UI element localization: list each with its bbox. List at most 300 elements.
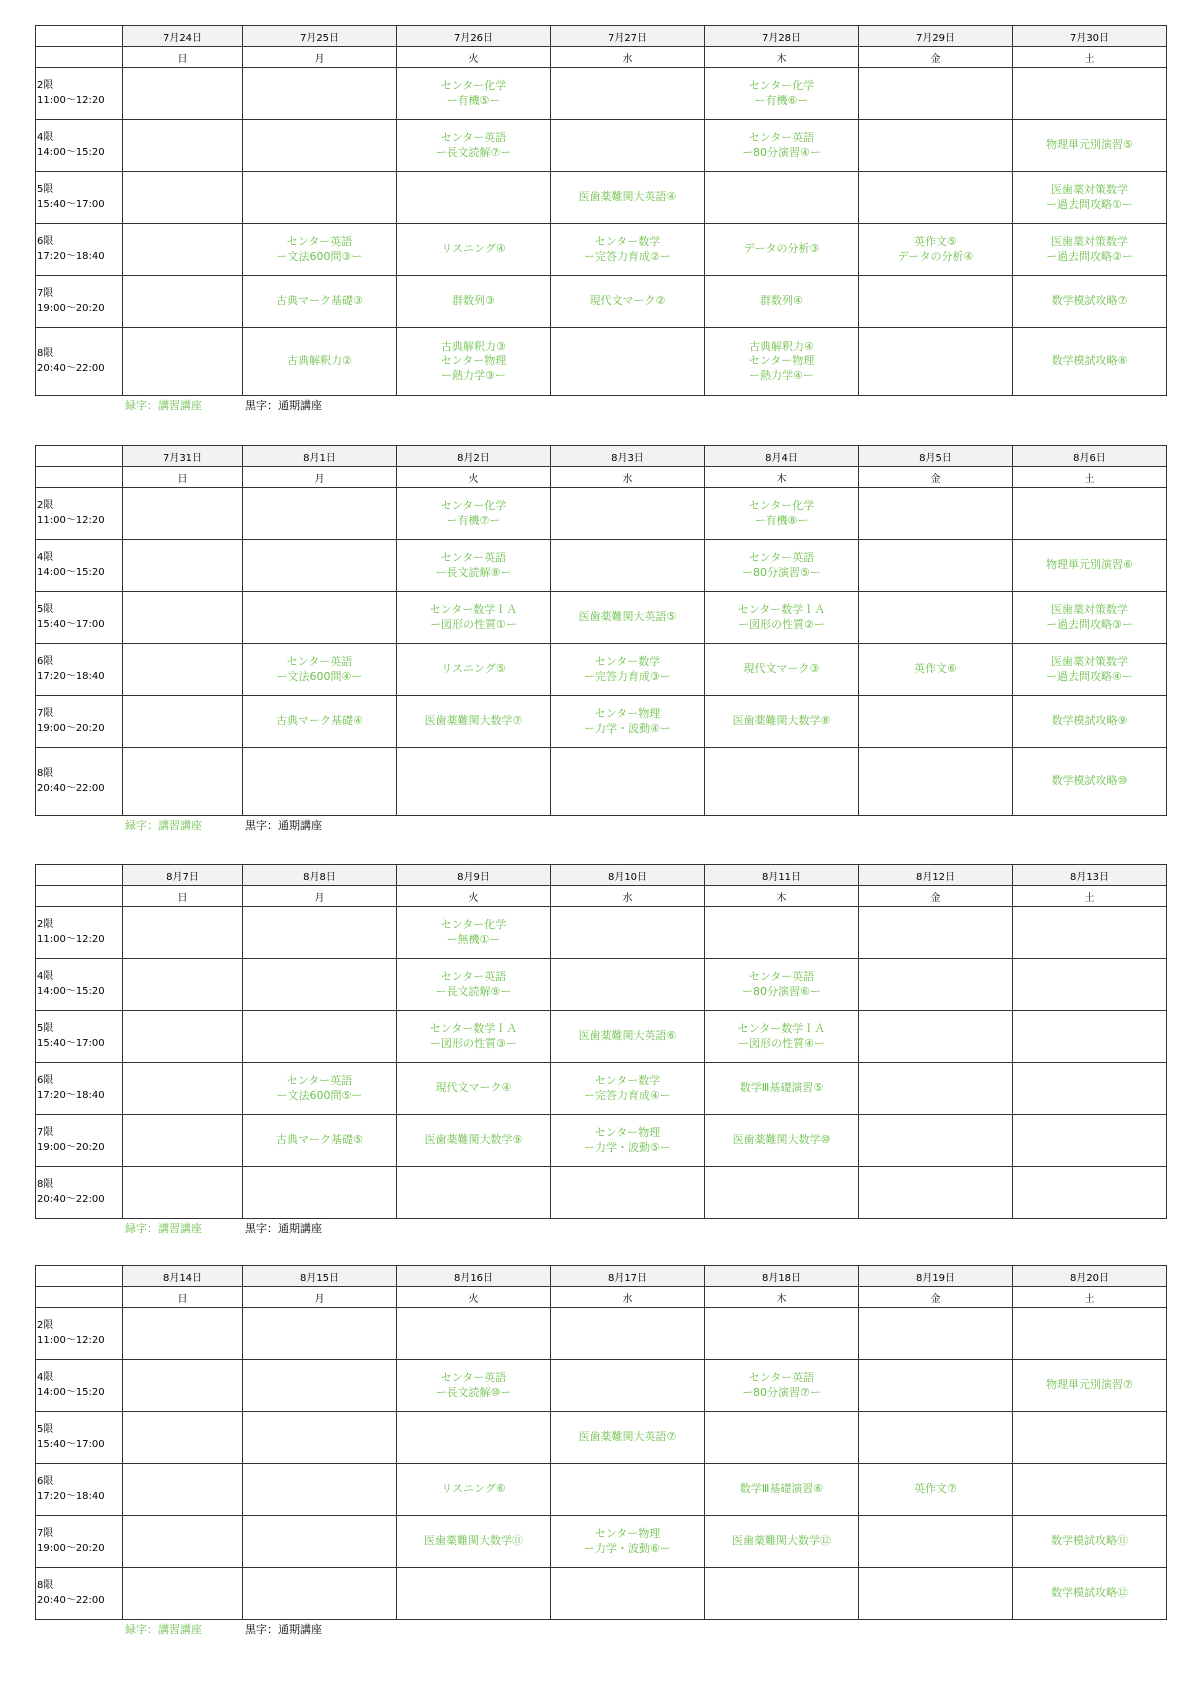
date-header-cell [36,26,123,47]
class-name: センター数学 ー完答力育成④ー [584,1074,671,1102]
class-cell [123,224,243,276]
period-name: 7限 [37,1127,54,1138]
weekday-header-cell: 金 [859,886,1013,907]
period-label-cell [36,1412,123,1464]
period-label-cell [36,592,123,644]
class-cell [243,172,397,224]
class-name: センター英語 ー長文読解⑨ー [435,970,512,998]
weekday-header-cell: 水 [551,47,705,68]
class-cell [397,120,551,172]
period-row [36,1360,1167,1412]
class-name: 医歯薬対策数学 ー過去問攻略③ー [1046,603,1133,631]
class-cell [243,1115,397,1167]
weekday-header-cell: 木 [705,1287,859,1308]
class-cell [397,959,551,1011]
weekday-header-row [36,467,1167,488]
weekday-header-cell: 金 [859,47,1013,68]
period-row [36,748,1167,816]
class-cell [859,172,1013,224]
weekday-header-cell: 日 [123,886,243,907]
class-cell [705,68,859,120]
period-row [36,1063,1167,1115]
class-cell [243,276,397,328]
date-header-cell [36,446,123,467]
class-cell [705,1360,859,1412]
date-header-cell: 7月30日 [1013,26,1167,47]
weekday-header-cell: 月 [243,886,397,907]
class-cell [1013,68,1167,120]
weekday-header-cell: 火 [397,1287,551,1308]
period-time: 14:00～15:20 [37,985,105,997]
class-name: 群数列③ [452,294,495,308]
legend [35,1620,1166,1640]
class-name: 医歯薬難関大数学⑫ [732,1534,831,1548]
class-cell [551,1011,705,1063]
period-name: 4限 [37,971,54,982]
date-header-cell: 8月9日 [397,865,551,886]
weekday-header-cell: 日 [123,467,243,488]
class-name: 物理単元別演習⑦ [1046,1378,1133,1392]
class-cell [243,1568,397,1620]
weekday-header-cell: 木 [705,886,859,907]
class-cell [243,68,397,120]
period-time: 15:40～17:00 [37,1037,105,1049]
class-cell [1013,540,1167,592]
class-name: センター化学 ー無機①ー [440,918,507,946]
schedule-table [35,25,1167,396]
period-time: 14:00～15:20 [37,1386,105,1398]
class-cell [397,1167,551,1219]
class-cell [123,488,243,540]
class-cell [123,696,243,748]
class-cell [705,1011,859,1063]
class-cell [397,172,551,224]
class-cell [1013,172,1167,224]
period-label-cell [36,172,123,224]
class-cell [705,1464,859,1516]
weekday-header-cell: 金 [859,1287,1013,1308]
class-cell [397,1516,551,1568]
period-name: 6限 [37,1075,54,1086]
class-name: センター英語 ー文法600問⑤ー [276,1074,363,1102]
legend-green-label: 緑字：講習講座 [125,1623,202,1636]
class-cell [243,1360,397,1412]
class-name: センター化学 ー有機⑦ー [440,499,507,527]
weekday-header-cell: 月 [243,467,397,488]
class-name: センター化学 ー有機⑤ー [440,79,507,107]
class-cell [859,1464,1013,1516]
date-header-row [36,26,1167,47]
period-name: 8限 [37,1179,54,1190]
class-cell [123,68,243,120]
date-header-cell: 8月8日 [243,865,397,886]
date-header-cell: 7月26日 [397,26,551,47]
date-header-cell: 8月18日 [705,1266,859,1287]
class-name: 医歯薬難関大数学⑩ [732,1133,831,1147]
class-name: センター英語 ー長文読解⑦ー [435,131,512,159]
class-name: 医歯薬難関大英語⑦ [578,1430,677,1444]
class-cell [859,224,1013,276]
class-cell [551,644,705,696]
period-row [36,1464,1167,1516]
period-time: 20:40～22:00 [37,782,105,794]
class-cell [243,1167,397,1219]
class-cell [705,696,859,748]
class-name: センター数学 ー完答力育成②ー [584,235,671,263]
period-label-cell [36,1063,123,1115]
period-label-cell [36,959,123,1011]
period-label-cell [36,276,123,328]
class-cell [397,1115,551,1167]
class-cell [705,959,859,1011]
period-name: 5限 [37,604,54,615]
class-cell [123,644,243,696]
period-time: 14:00～15:20 [37,146,105,158]
class-cell [123,1308,243,1360]
class-cell [243,488,397,540]
period-time: 19:00～20:20 [37,722,105,734]
class-name: センター英語 ー80分演習⑥ー [742,970,821,998]
date-header-cell: 8月2日 [397,446,551,467]
class-cell [551,1412,705,1464]
class-name: 数学模試攻略⑩ [1051,774,1128,788]
date-header-row [36,1266,1167,1287]
class-name: 古典マーク基礎⑤ [276,1133,363,1147]
period-label-cell [36,1464,123,1516]
class-cell [551,748,705,816]
class-cell [243,959,397,1011]
weekday-header-cell: 木 [705,467,859,488]
class-cell [859,328,1013,396]
period-row [36,1115,1167,1167]
weekday-header-cell: 日 [123,47,243,68]
class-cell [705,1308,859,1360]
class-name: センター物理 ー力学・波動⑥ー [584,1527,671,1555]
class-name: 物理単元別演習⑤ [1046,138,1133,152]
date-header-cell: 7月24日 [123,26,243,47]
class-cell [1013,120,1167,172]
weekday-header-cell: 土 [1013,886,1167,907]
class-name: リスニング⑤ [441,662,506,676]
period-row [36,120,1167,172]
class-cell [1013,1568,1167,1620]
class-cell [551,1063,705,1115]
date-header-row [36,446,1167,467]
weekday-header-cell [36,886,123,907]
class-cell [859,1568,1013,1620]
date-header-cell [36,865,123,886]
class-cell [243,696,397,748]
weekday-header-cell: 火 [397,47,551,68]
date-header-cell: 8月15日 [243,1266,397,1287]
period-row [36,1412,1167,1464]
period-label-cell [36,907,123,959]
class-name: リスニング⑥ [441,1482,506,1496]
class-cell [859,907,1013,959]
period-name: 5限 [37,1023,54,1034]
date-header-cell: 7月27日 [551,26,705,47]
period-row [36,696,1167,748]
class-cell [1013,1115,1167,1167]
class-cell [859,68,1013,120]
period-name: 8限 [37,348,54,359]
class-name: センター数学ＩＡ ー図形の性質①ー [429,603,518,631]
class-name: センター英語 ー80分演習④ー [742,131,821,159]
legend-green-label: 緑字：講習講座 [125,819,202,832]
period-name: 4限 [37,1372,54,1383]
class-cell [551,1516,705,1568]
class-cell [397,696,551,748]
period-label-cell [36,1167,123,1219]
class-name: 古典解釈力③ センター物理 ー熱力学③ー [440,340,507,382]
period-time: 11:00～12:20 [37,1334,105,1346]
period-time: 15:40～17:00 [37,1438,105,1450]
date-header-cell: 8月11日 [705,865,859,886]
date-header-cell: 8月20日 [1013,1266,1167,1287]
class-cell [551,1115,705,1167]
date-header-cell: 8月4日 [705,446,859,467]
date-header-cell: 7月29日 [859,26,1013,47]
schedule-table [35,864,1167,1219]
class-name: 数学模試攻略⑧ [1051,354,1128,368]
period-name: 8限 [37,768,54,779]
weekday-header-cell: 火 [397,886,551,907]
class-cell [705,1412,859,1464]
class-cell [859,696,1013,748]
class-cell [397,1568,551,1620]
class-cell [123,1011,243,1063]
class-cell [1013,1011,1167,1063]
class-cell [243,120,397,172]
weekday-header-cell: 金 [859,467,1013,488]
period-row [36,907,1167,959]
class-name: 医歯薬難関大英語⑤ [578,610,677,624]
class-cell [123,1412,243,1464]
legend-green-label: 緑字：講習講座 [125,1222,202,1235]
class-cell [123,1568,243,1620]
class-name: センター英語 ー文法600問④ー [276,655,363,683]
class-name: 医歯薬難関大英語⑥ [578,1029,677,1043]
period-row [36,1167,1167,1219]
period-label-cell [36,1308,123,1360]
week-block [35,1265,1166,1640]
class-cell [551,172,705,224]
class-cell [859,1360,1013,1412]
class-cell [123,540,243,592]
class-cell [243,748,397,816]
class-cell [705,276,859,328]
weekday-header-row [36,47,1167,68]
period-time: 19:00～20:20 [37,302,105,314]
class-name: センター英語 ー長文読解⑩ー [435,1371,512,1399]
class-cell [397,224,551,276]
class-cell [705,1568,859,1620]
class-cell [123,276,243,328]
date-header-cell: 8月10日 [551,865,705,886]
class-cell [1013,592,1167,644]
class-name: 現代文マーク② [589,294,666,308]
class-cell [705,1516,859,1568]
class-cell [859,1011,1013,1063]
class-name: 古典マーク基礎③ [276,294,363,308]
class-cell [1013,328,1167,396]
class-cell [243,1464,397,1516]
class-cell [243,592,397,644]
period-row [36,328,1167,396]
class-cell [705,1167,859,1219]
class-cell [859,592,1013,644]
class-cell [1013,1063,1167,1115]
schedule-table [35,445,1167,816]
period-row [36,172,1167,224]
class-cell [859,1412,1013,1464]
class-name: 数学模試攻略⑪ [1051,1534,1128,1548]
date-header-cell: 8月7日 [123,865,243,886]
period-name: 6限 [37,1476,54,1487]
class-cell [551,592,705,644]
period-time: 15:40～17:00 [37,618,105,630]
class-cell [859,748,1013,816]
date-header-cell: 8月13日 [1013,865,1167,886]
class-name: センター英語 ー80分演習⑤ー [742,551,821,579]
class-cell [551,959,705,1011]
class-cell [1013,1167,1167,1219]
class-name: 現代文マーク④ [435,1081,512,1095]
period-name: 7限 [37,288,54,299]
class-name: 現代文マーク③ [743,662,820,676]
class-cell [397,276,551,328]
period-time: 17:20～18:40 [37,1490,105,1502]
class-cell [705,120,859,172]
date-header-cell: 8月17日 [551,1266,705,1287]
date-header-cell: 8月6日 [1013,446,1167,467]
class-name: センター数学 ー完答力育成③ー [584,655,671,683]
class-cell [551,1464,705,1516]
weekday-header-cell: 日 [123,1287,243,1308]
class-name: センター数学ＩＡ ー図形の性質④ー [737,1022,826,1050]
class-cell [123,1516,243,1568]
class-name: センター物理 ー力学・波動⑤ー [584,1126,671,1154]
class-cell [705,644,859,696]
class-name: センター化学 ー有機⑧ー [748,499,815,527]
date-header-cell: 8月5日 [859,446,1013,467]
period-row [36,592,1167,644]
class-cell [243,644,397,696]
date-header-cell: 8月1日 [243,446,397,467]
class-cell [705,328,859,396]
weekday-header-cell: 月 [243,1287,397,1308]
class-name: 数学模試攻略⑦ [1051,294,1128,308]
schedule-table [35,1265,1167,1620]
class-cell [551,1568,705,1620]
class-cell [705,224,859,276]
class-cell [397,328,551,396]
date-header-row [36,865,1167,886]
class-cell [243,907,397,959]
class-name: センター数学ＩＡ ー図形の性質③ー [429,1022,518,1050]
period-name: 5限 [37,184,54,195]
period-row [36,68,1167,120]
class-name: 医歯薬難関大英語④ [578,190,677,204]
period-time: 17:20～18:40 [37,670,105,682]
class-cell [123,120,243,172]
class-cell [859,1308,1013,1360]
class-cell [705,1063,859,1115]
class-cell [397,748,551,816]
period-time: 11:00～12:20 [37,514,105,526]
period-time: 20:40～22:00 [37,1193,105,1205]
period-label-cell [36,1516,123,1568]
class-cell [243,328,397,396]
class-name: 物理単元別演習⑥ [1046,558,1133,572]
class-cell [859,1516,1013,1568]
date-header-cell: 8月16日 [397,1266,551,1287]
period-name: 7限 [37,1528,54,1539]
weekday-header-cell: 火 [397,467,551,488]
class-cell [397,1412,551,1464]
class-cell [551,1167,705,1219]
weekday-header-cell: 木 [705,47,859,68]
weekday-header-cell [36,47,123,68]
class-name: センター数学ＩＡ ー図形の性質②ー [737,603,826,631]
class-cell [859,1063,1013,1115]
class-cell [123,1167,243,1219]
period-name: 2限 [37,80,54,91]
class-cell [859,1167,1013,1219]
class-cell [123,1464,243,1516]
period-label-cell [36,696,123,748]
period-name: 7限 [37,708,54,719]
class-name: センター英語 ー80分演習⑦ー [742,1371,821,1399]
class-cell [1013,1360,1167,1412]
legend-black-label: 黒字：通期講座 [245,399,322,412]
weekday-header-cell: 土 [1013,1287,1167,1308]
week-block [35,445,1166,836]
class-cell [859,540,1013,592]
class-name: 医歯薬難関大数学⑪ [424,1534,523,1548]
week-block [35,25,1166,416]
class-cell [551,696,705,748]
period-name: 2限 [37,500,54,511]
class-cell [1013,1308,1167,1360]
period-label-cell [36,1011,123,1063]
class-cell [859,644,1013,696]
period-name: 4限 [37,132,54,143]
class-name: センター化学 ー有機⑥ー [748,79,815,107]
weekday-header-cell: 水 [551,1287,705,1308]
legend-green-label: 緑字：講習講座 [125,399,202,412]
period-time: 17:20～18:40 [37,1089,105,1101]
class-cell [705,592,859,644]
class-cell [243,1516,397,1568]
period-name: 2限 [37,1320,54,1331]
period-label-cell [36,120,123,172]
class-cell [551,276,705,328]
period-label-cell [36,328,123,396]
class-cell [551,1360,705,1412]
date-header-cell [36,1266,123,1287]
class-cell [397,1360,551,1412]
class-name: データの分析③ [743,242,820,256]
class-name: リスニング④ [441,242,506,256]
period-row [36,1568,1167,1620]
class-cell [123,748,243,816]
class-cell [1013,959,1167,1011]
class-cell [859,488,1013,540]
period-time: 15:40～17:00 [37,198,105,210]
class-cell [551,1308,705,1360]
class-cell [859,120,1013,172]
